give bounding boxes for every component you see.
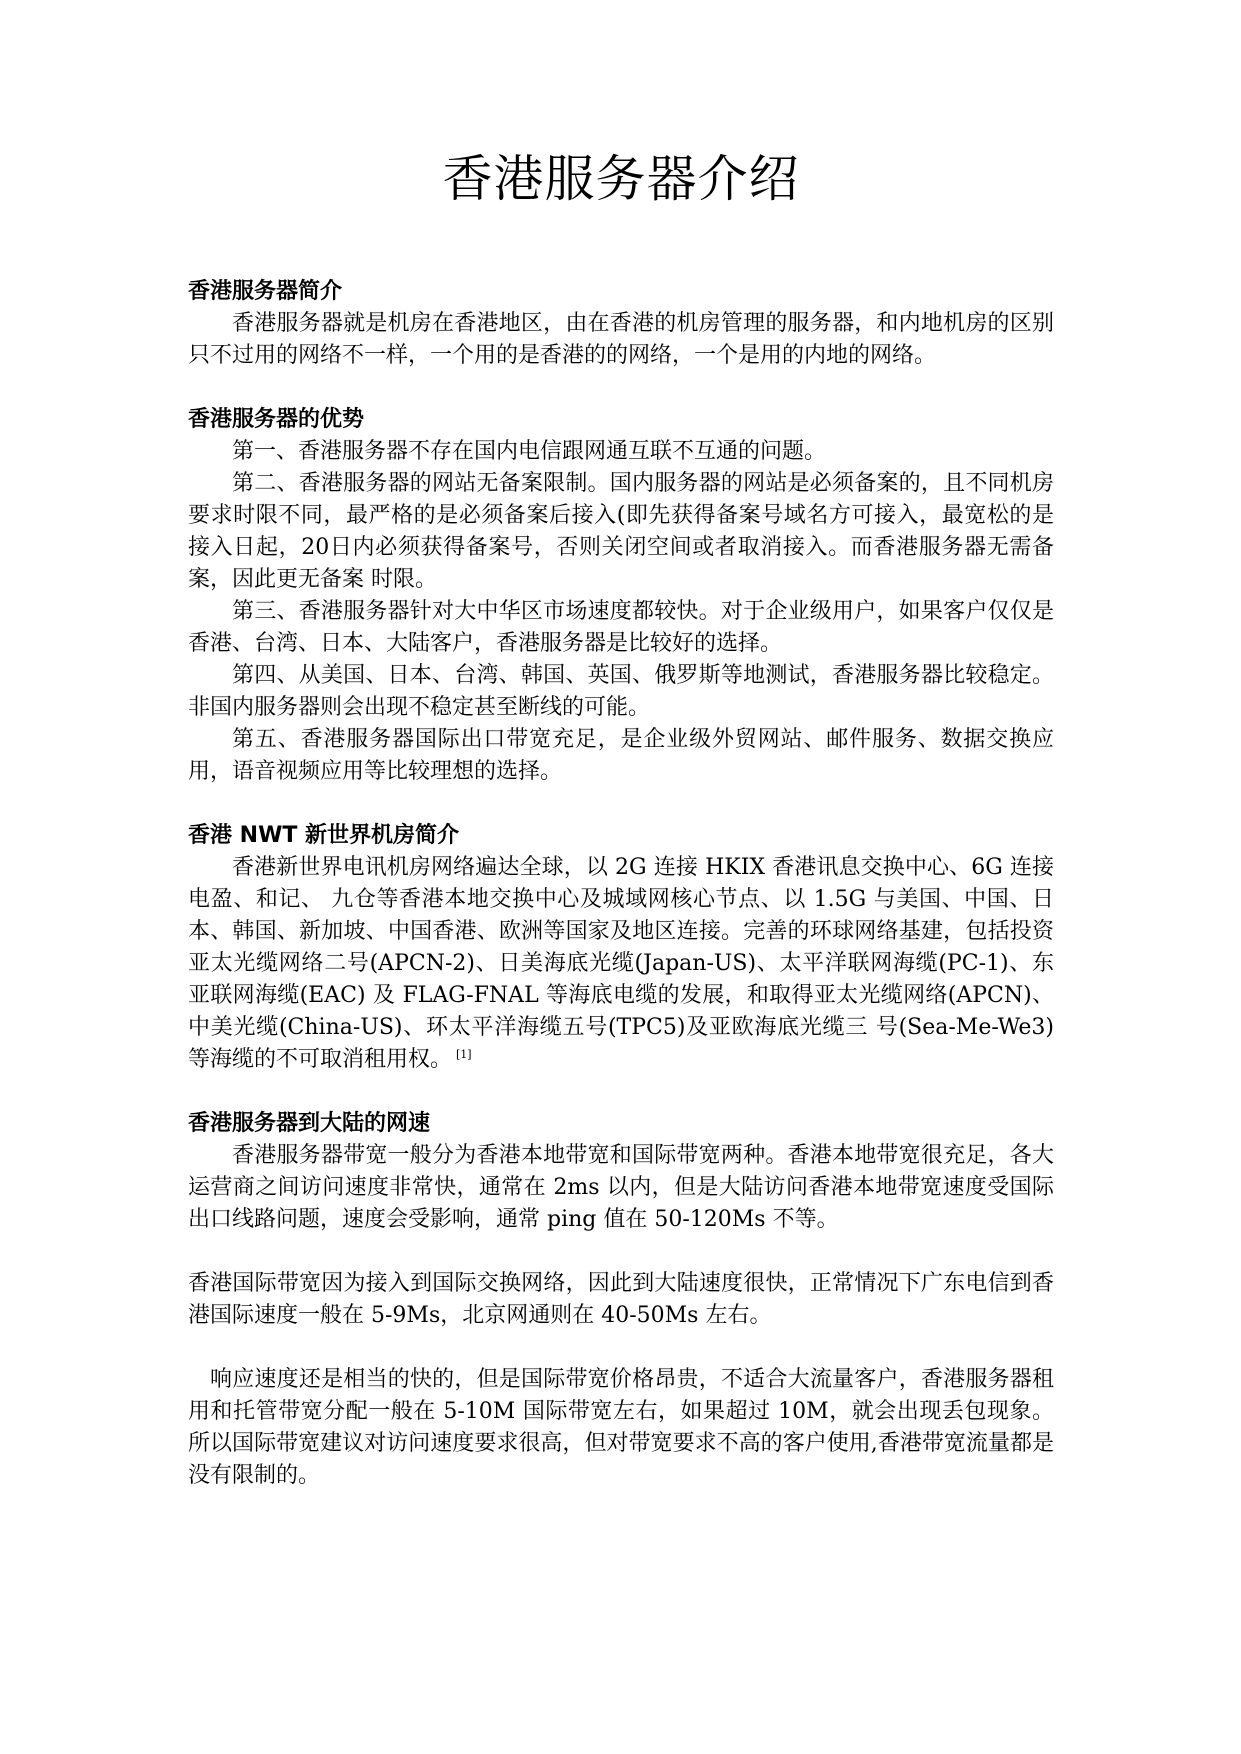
document-title: 香港服务器介绍	[442, 150, 800, 208]
paragraph-text: 香港新世界电讯机房网络遍达全球，以 2G 连接 HKIX 香港讯息交换中心、6G 连接电盈、和记、 九仓等香港本地交换中心及城域网核心节点、以 1.5G 与美国、中国、日本、韩国、新加坡、中国香港、欧洲等国家及地区连接。完善的环球网络基建，包括投资 亚太光缆网络二号(APCN-2)、日美海底光缆(Japan-US)、太平洋联网海缆(PC-1)、东亚联网海缆(EAC) 及 FLAG-FNAL 等海底电缆的发展，和取得亚太光缆网络(APCN)、中美光缆(China-US)、环太平洋海缆五号(TPC5)及亚欧海底光缆三 号(Sea-Me-We3)等海缆的不可取消租用权。	[188, 855, 1054, 1072]
section-heading: 香港服务器的优势	[188, 407, 365, 432]
paragraph: 响应速度还是相当的快的，但是国际带宽价格昂贵，不适合大流量客户，香港服务器租用和托管带宽分配一般在 5-10M 国际带宽左右，如果超过 10M，就会出现丢包现象。所以国际带宽建议对访问速度要求很高，但对带宽要求不高的客户使用,香港带宽流量都是没有限制的。	[188, 1367, 1054, 1488]
paragraph	[188, 852, 1054, 1076]
paragraph: 第一、香港服务器不存在国内电信跟网通互联不互通的问题。	[232, 439, 827, 464]
section-intro	[188, 276, 1054, 372]
section-network-speed	[188, 1108, 1054, 1492]
paragraph: 香港国际带宽因为接入到国际交换网络，因此到大陆速度很快，正常情况下广东电信到香港国际速度一般在 5-9Ms，北京网通则在 40-50Ms 左右。	[188, 1271, 1054, 1328]
footnote-reference[interactable]: [1]	[456, 1047, 472, 1061]
section-heading: 香港 NWT 新世界机房简介	[188, 823, 460, 848]
document-page	[188, 148, 1054, 1524]
paragraph: 第三、香港服务器针对大中华区市场速度都较快。对于企业级用户，如果客户仅仅是香港、台湾、日本、大陆客户，香港服务器是比较好的选择。	[188, 599, 1054, 656]
section-heading: 香港服务器到大陆的网速	[188, 1111, 431, 1136]
paragraph: 第四、从美国、日本、台湾、韩国、英国、俄罗斯等地测试，香港服务器比较稳定。非国内服务器则会出现不稳定甚至断线的可能。	[188, 663, 1054, 720]
paragraph-gap	[188, 1236, 1054, 1268]
paragraph: 第五、香港服务器国际出口带宽充足，是企业级外贸网站、邮件服务、数据交换应用，语音视频应用等比较理想的选择。	[188, 727, 1054, 784]
paragraph: 香港服务器带宽一般分为香港本地带宽和国际带宽两种。香港本地带宽很充足，各大运营商之间访问速度非常快，通常在 2ms 以内，但是大陆访问香港本地带宽速度受国际出口线路问题，速度会受影响，通常 ping 值在 50-120Ms 不等。	[188, 1143, 1054, 1232]
section-advantages	[188, 404, 1054, 788]
paragraph: 第二、香港服务器的网站无备案限制。国内服务器的网站是必须备案的，且不同机房要求时限不同，最严格的是必须备案后接入(即先获得备案号域名方可接入，最宽松的是接入日起，20日内必须获得备案号，否则关闭空间或者取消接入。而香港服务器无需备案，因此更无备案 时限。	[188, 471, 1054, 592]
section-heading: 香港服务器简介	[188, 279, 343, 304]
paragraph-gap	[188, 1332, 1054, 1364]
section-nwt-datacenter	[188, 820, 1054, 1076]
paragraph: 香港服务器就是机房在香港地区，由在香港的机房管理的服务器，和内地机房的区别只不过用的网络不一样，一个用的是香港的的网络，一个是用的内地的网络。	[188, 311, 1054, 368]
